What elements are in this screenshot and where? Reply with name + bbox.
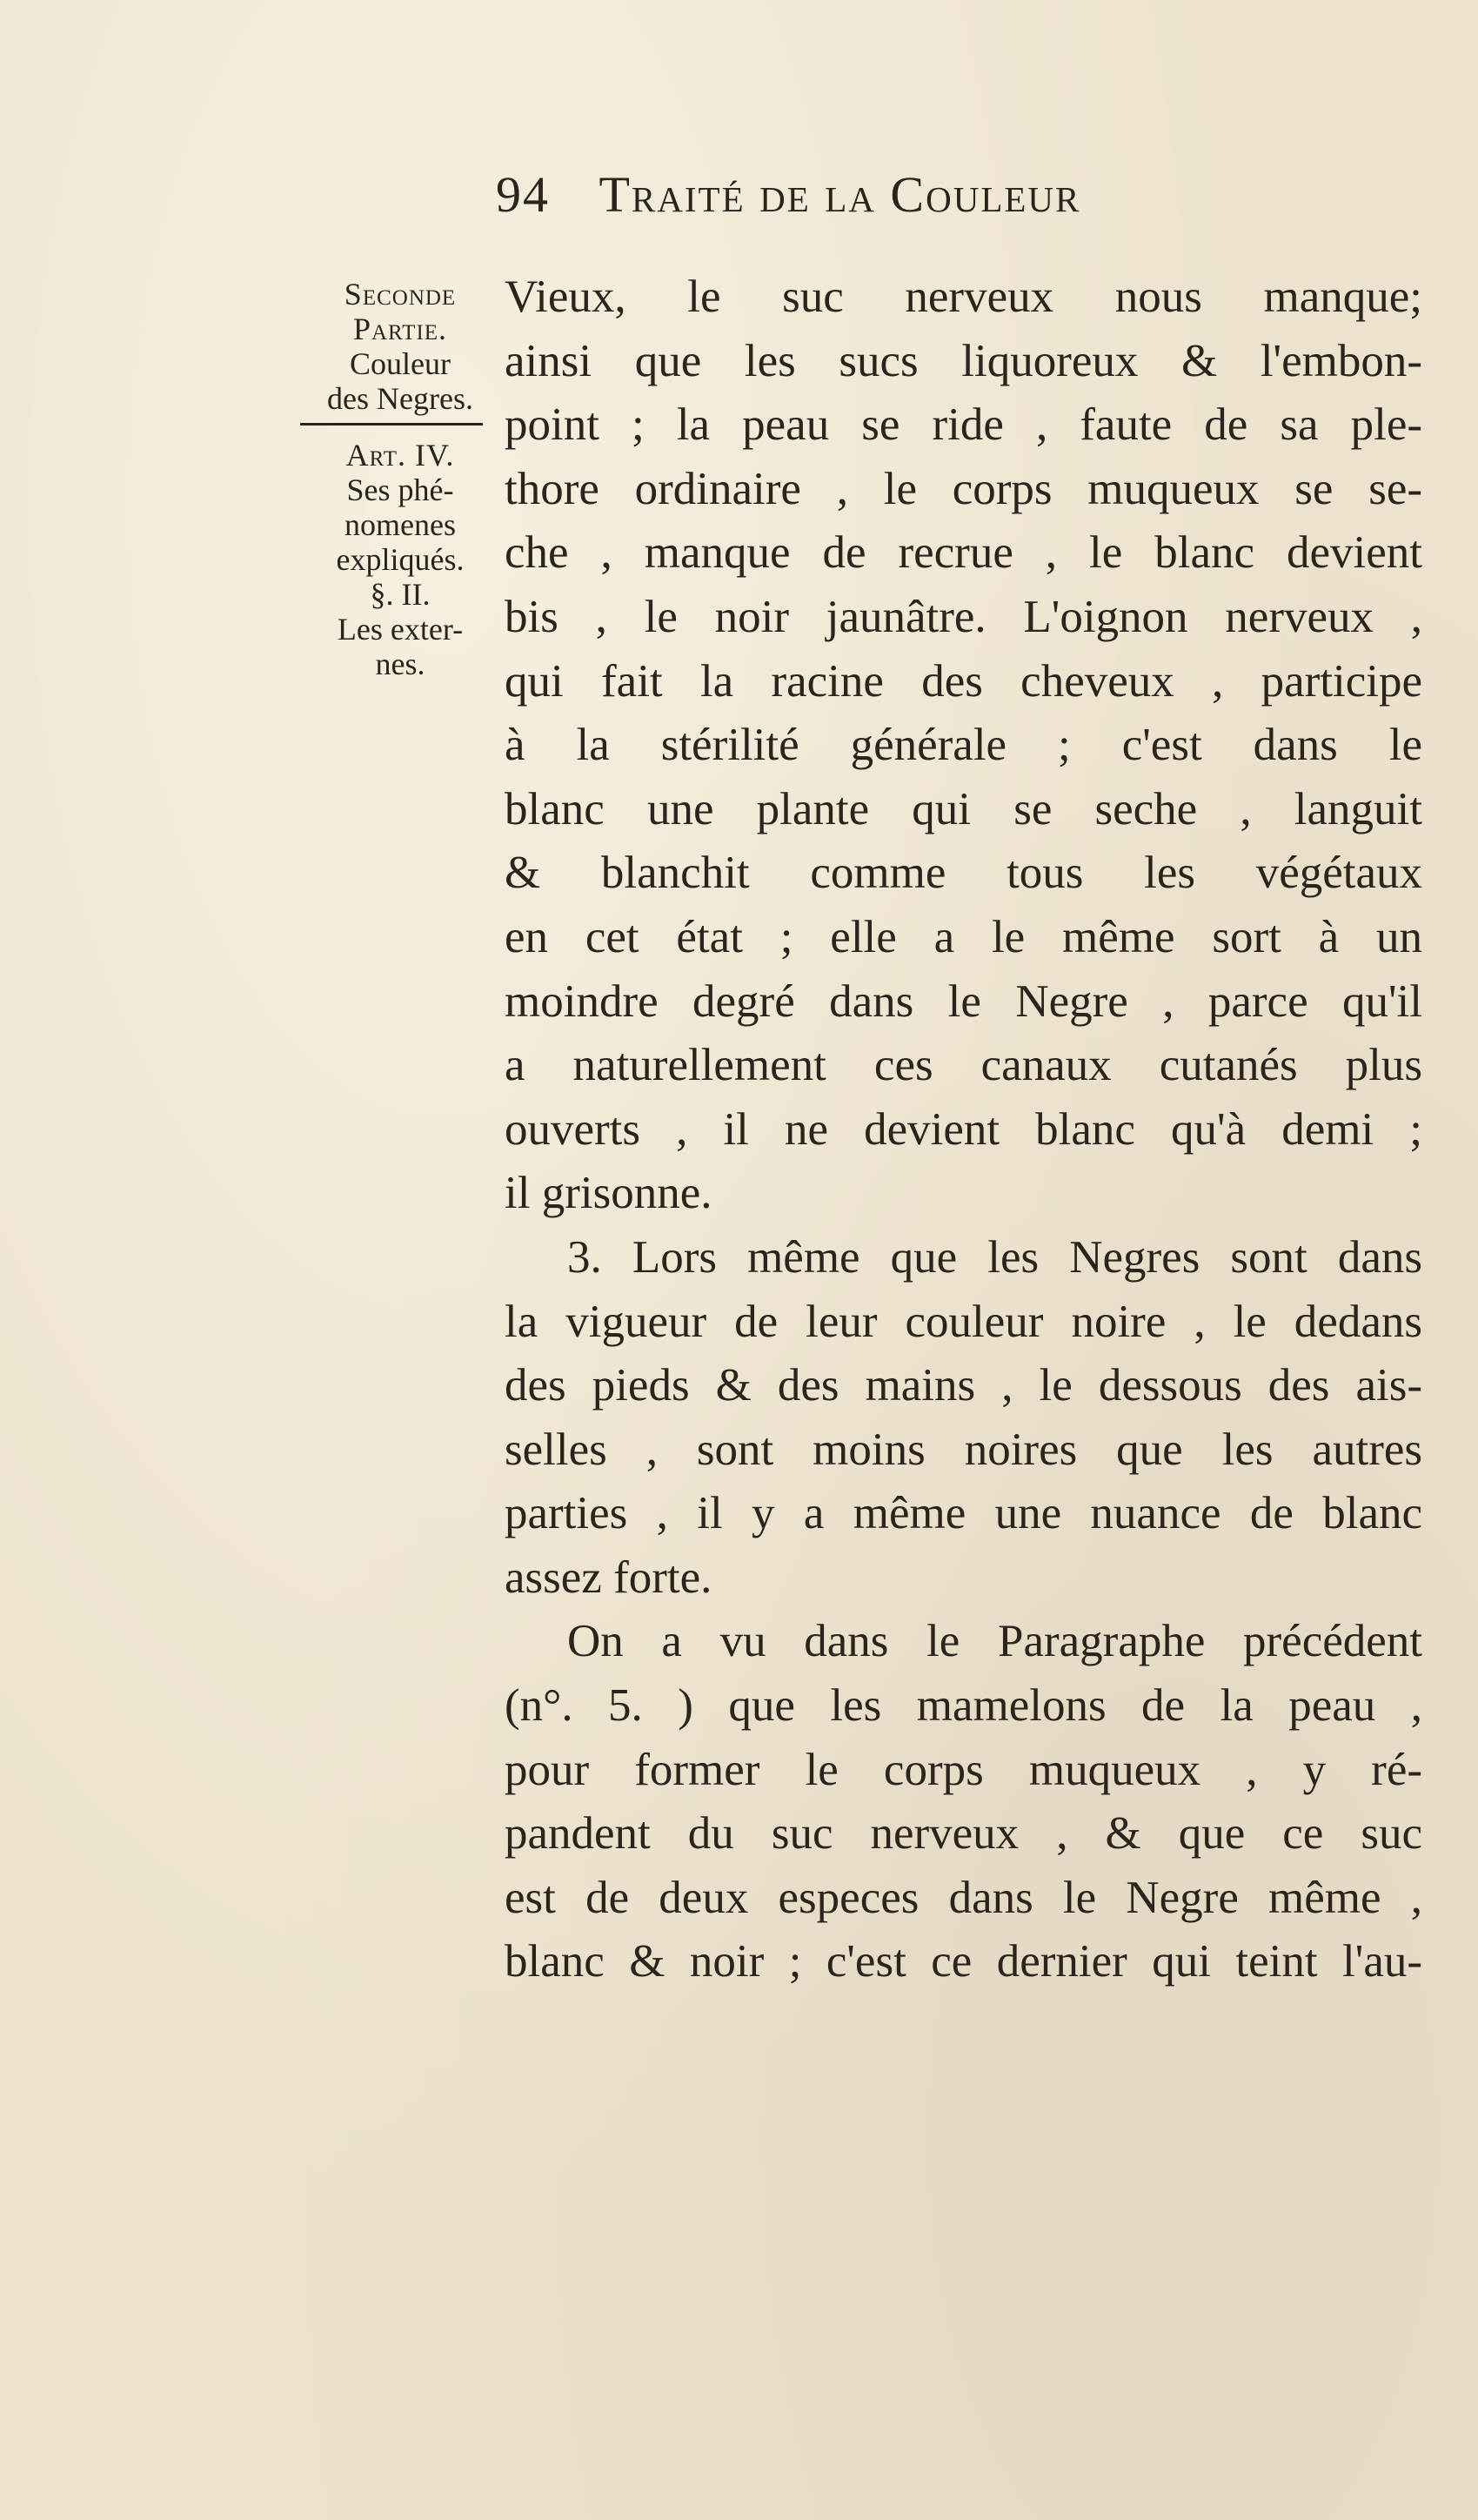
margin-section-line-2: des Negres. — [327, 381, 473, 416]
text-line: en cet état ; elle a le même sort à un — [505, 911, 1422, 962]
text-line: assez forte. — [505, 1552, 712, 1603]
text-line: des pieds & des mains , le dessous des ais- — [505, 1360, 1422, 1411]
text-line: parties , il y a même une nuance de blanc — [505, 1488, 1422, 1539]
text-line: pandent du suc nerveux , & que ce suc — [505, 1808, 1422, 1860]
text-line: bis , le noir jaunâtre. L'oignon nerveux , — [505, 591, 1422, 642]
margin-paragraph-line-1: §. II. — [370, 577, 431, 612]
text-line: thore ordinaire , le corps muqueux se se- — [505, 463, 1422, 514]
margin-divider — [300, 423, 483, 426]
text-line: la vigueur de leur couleur noire , le dedans — [505, 1296, 1422, 1347]
text-line: che , manque de recrue , le blanc devient — [505, 527, 1422, 579]
body-text — [505, 265, 1422, 1994]
paragraph-3 — [505, 1226, 1422, 1611]
text-line: ainsi que les sucs liquoreux & l'embon- — [505, 335, 1422, 386]
text-line: blanc & noir ; c'est ce dernier qui teint l'au- — [505, 1936, 1422, 1987]
margin-article-line-3: nomenes — [344, 507, 456, 542]
margin-article-line-2: Ses phé- — [346, 473, 454, 507]
margin-paragraph-line-3: nes. — [375, 647, 425, 681]
running-title: Traité de la Couleur — [599, 166, 1081, 223]
text-line: point ; la peau se ride , faute de sa ple- — [505, 399, 1422, 451]
text-line: selles , sont moins noires que les autres — [505, 1424, 1422, 1475]
text-line: est de deux especes dans le Negre même , — [505, 1872, 1422, 1923]
text-line: à la stérilité générale ; c'est dans le — [505, 720, 1422, 771]
text-line: On a vu dans le Paragraphe précédent — [567, 1616, 1422, 1667]
text-line: Vieux, le suc nerveux nous manque; — [505, 271, 1422, 322]
margin-paragraph-line-2: Les exter- — [337, 612, 464, 647]
text-line: (n°. 5. ) que les mamelons de la peau , — [505, 1680, 1422, 1732]
text-line: a naturellement ces canaux cutanés plus — [505, 1040, 1422, 1091]
margin-part-line-2: Partie. — [352, 312, 448, 346]
text-line: blanc une plante qui se seche , languit — [505, 783, 1422, 834]
margin-article-line-1: Art. IV. — [345, 438, 455, 473]
text-line: pour former le corps muqueux , y ré- — [505, 1744, 1422, 1795]
running-header — [496, 165, 1080, 224]
text-line: il grisonne. — [505, 1168, 712, 1219]
paragraph-continuation — [505, 265, 1422, 1226]
text-line: moindre degré dans le Negre , parce qu'il — [505, 975, 1422, 1027]
page-number: 94 — [496, 166, 550, 223]
text-line: ouverts , il ne devient blanc qu'à demi ; — [505, 1103, 1422, 1155]
text-line: & blanchit comme tous les végétaux — [505, 848, 1422, 899]
margin-part-line-1: Seconde — [344, 277, 457, 312]
margin-article-line-4: expliqués. — [336, 542, 465, 577]
text-line: qui fait la racine des cheveux , participe — [505, 655, 1422, 707]
margin-notes — [291, 277, 509, 681]
margin-section-line-1: Couleur — [350, 346, 451, 381]
paragraph-4 — [505, 1610, 1422, 1994]
text-line: 3. Lors même que les Negres sont dans — [567, 1231, 1422, 1283]
